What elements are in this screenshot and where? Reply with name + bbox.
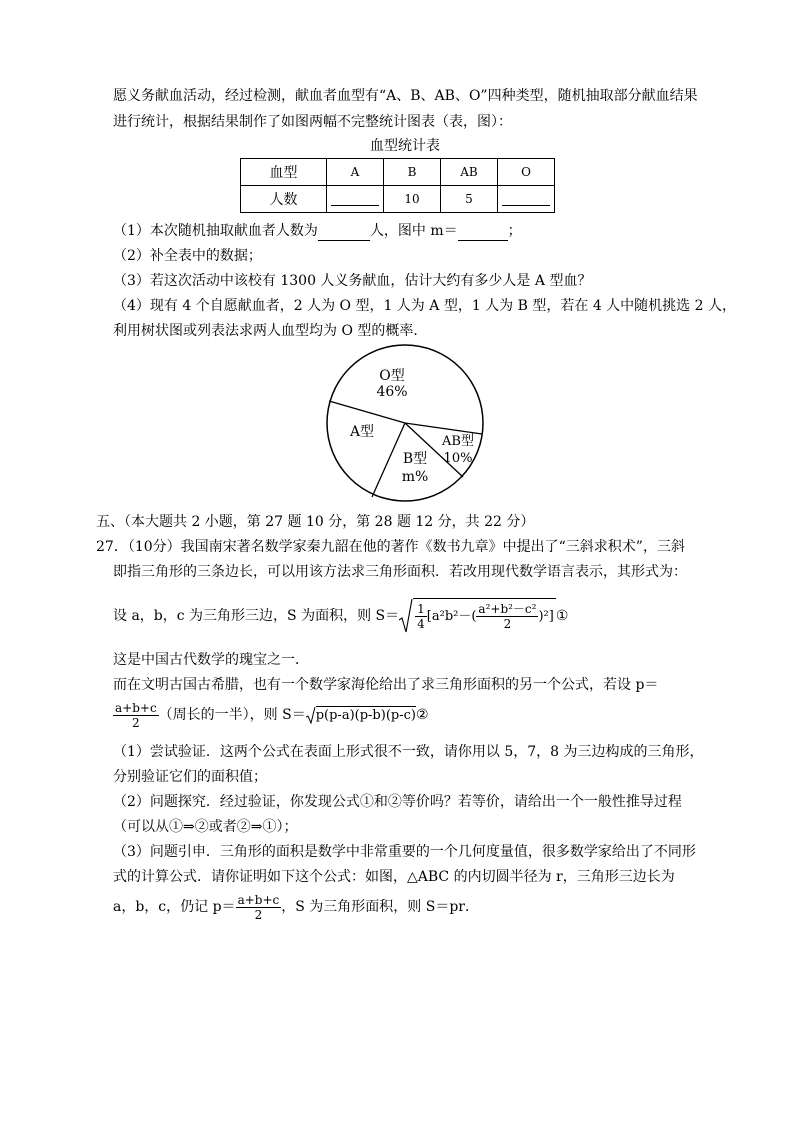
table-cell: O <box>498 159 555 186</box>
formula-2-radicand: p(p-a)(p-b)(p-c) <box>315 708 416 723</box>
table-row-label: 人数 <box>241 186 327 213</box>
p27-line-2: 即指三角形的三条边长，可以用该方法求三角形面积．若改用现代数学语言表示，其形式为： <box>113 564 687 580</box>
question-2: （2）补全表中的数据； <box>113 248 262 264</box>
table-row <box>241 186 555 213</box>
sub2-line-1: （2）问题探究．经过验证，你发现公式①和②等价吗？若等价，请给出一个一般性推导过程 <box>113 794 682 810</box>
pie-label-o: O型 <box>379 368 405 384</box>
pie-label-a: A型 <box>349 424 375 440</box>
sub3-line-2: 式的计算公式．请你证明如下这个公式：如图，△ABC 的内切圆半径为 r，三角形三边长为 <box>113 869 675 885</box>
p27-line-1: 27．（10分）我国南宋著名数学家秦九韶在他的著作《数书九章》中提出了“三斜求积术”，三斜 <box>96 539 685 555</box>
sub3-line-3: a，b，c，仍记 p＝ $\frac{a+b+c}{2}$ ，S 为三角形面积，则 S＝pr． <box>113 892 479 922</box>
question-4-line-1: （4）现有 4 个自愿献血者，2 人为 O 型，1 人为 A 型，1 人为 B 型，若在 4 人中随机挑选 2 人， <box>113 298 736 314</box>
table-cell: 5 <box>441 186 498 213</box>
intro-line-2: 进行统计，根据结果制作了如图两幅不完整统计图表（表，图）： <box>113 114 512 130</box>
fraction-p-sub3: $\frac{a+b+c}{2}$ <box>237 892 280 922</box>
fraction-quarter: $\frac{1}{4}$ <box>417 602 425 631</box>
section-5-heading: 五、（本大题共 2 小题，第 27 题 10 分，第 28 题 12 分，共 22 分） <box>96 514 535 530</box>
p27-line-3: 这是中国古代数学的瑰宝之一． <box>113 652 309 668</box>
sub2-line-2: （可以从①⇒②或者②⇒①）； <box>113 819 298 835</box>
pie-label-b: B型 <box>402 451 428 467</box>
pie-label-ab: AB型 <box>442 434 474 449</box>
table-cell: A <box>327 159 384 186</box>
table-cell-blank <box>327 186 384 213</box>
fraction-inner: $\frac{\text{a²+b²－c²}}{2}$ <box>478 602 537 631</box>
p27-line-4: 而在文明古国古希腊，也有一个数学家海伦给出了求三角形面积的另一个公式，若设 p＝ <box>113 677 659 693</box>
table-cell: B <box>384 159 441 186</box>
pie-pct-b: m% <box>401 469 429 485</box>
sub1-line-1: （1）尝试验证．这两个公式在表面上形式很不一致，请你用以 5，7，8 为三边构成的三角形， <box>113 744 704 760</box>
sqrt-sign-icon <box>399 598 413 634</box>
table-cell: 10 <box>384 186 441 213</box>
question-4-line-2: 利用树状图或列表法求两人血型均为 O 型的概率． <box>113 323 428 339</box>
table-cell-blank <box>498 186 555 213</box>
fraction-p: $\frac{a+b+c}{2}$ <box>115 700 157 730</box>
pie-pct-o: 46% <box>376 384 408 400</box>
sub3-line-1: （3）问题引申．三角形的面积是数学中非常重要的一个几何度量值，很多数学家给出了不同形 <box>113 844 696 860</box>
table-cell: AB <box>441 159 498 186</box>
formula-2-radical <box>306 706 416 724</box>
sqrt-sign-icon <box>306 706 316 724</box>
formula-1-radicand: $\frac{1}{4}$ [a²b²－( $\frac{\text{a²+b²－c²}}{2}$ )²] <box>413 598 556 634</box>
table-row <box>241 159 555 186</box>
formula-1-radical <box>399 598 556 634</box>
question-3: （3）若这次活动中该校有 1300 人义务献血，估计大约有多少人是 A 型血？ <box>113 273 592 289</box>
formula-2: $\frac{a+b+c}{2}$ （周长的一半），则 S＝ p(p-a)(p-b)(p-c) ② <box>115 700 429 730</box>
table-header-label: 血型 <box>241 159 327 186</box>
question-1: （1）本次随机抽取献血者人数为 人，图中 m＝ ； <box>113 223 522 239</box>
table-title: 血型统计表 <box>370 138 440 154</box>
formula-1: 设 a，b，c 为三角形三边，S 为面积，则 S＝ $\frac{1}{4}$ [a²b²－( $\frac{\text{a²+b²－c²}}{2}$ )²] ① <box>113 598 568 634</box>
blood-type-table <box>240 158 555 213</box>
sub1-line-2: 分别验证它们的面积值； <box>113 769 267 785</box>
blood-type-pie-chart <box>310 340 490 505</box>
pie-pct-ab: 10% <box>443 451 473 466</box>
intro-line-1: 愿义务献血活动，经过检测，献血者血型有“A、B、AB、O”四种类型，随机抽取部分献血结果 <box>113 88 698 104</box>
